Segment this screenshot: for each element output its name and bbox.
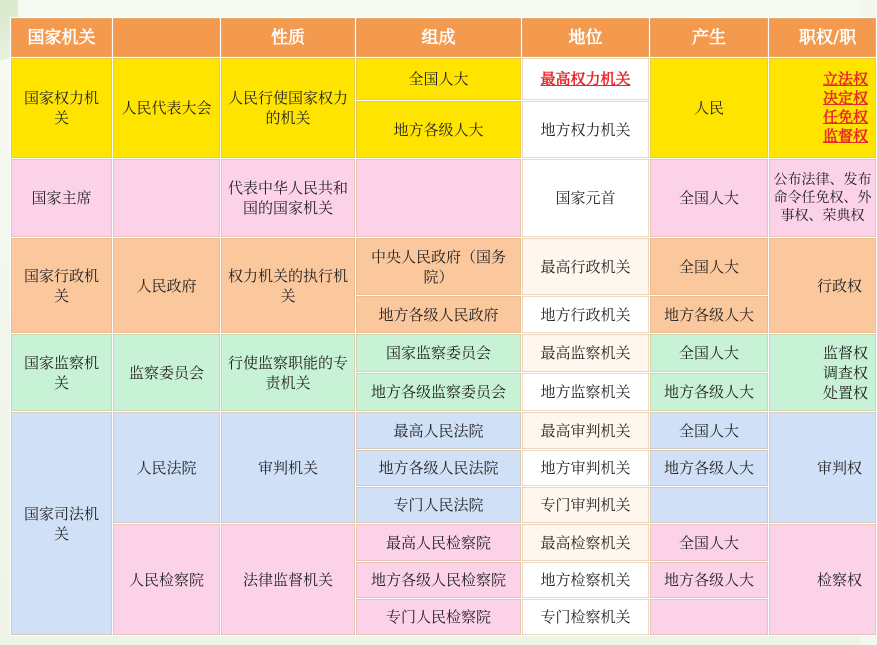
president-nature: 代表中华人民共和国的国家机关 xyxy=(221,159,356,238)
court-produced-1: 全国人大 xyxy=(650,412,769,450)
power-status-1: 最高权力机关 xyxy=(522,58,650,101)
supervision-row-1 xyxy=(11,334,877,373)
power-organ: 国家权力机关 xyxy=(11,58,113,159)
power-composition-2: 地方各级人大 xyxy=(356,101,522,159)
header-nature: 性质 xyxy=(221,18,356,58)
admin-nature: 权力机关的执行机关 xyxy=(221,238,356,334)
supervision-composition-2: 地方各级监察委员会 xyxy=(356,373,522,412)
president-powers: 公布法律、发布命令任免权、外事权、荣典权 xyxy=(769,159,877,238)
admin-organ: 国家行政机关 xyxy=(11,238,113,334)
court-status-2: 地方审判机关 xyxy=(522,450,650,487)
admin-row-1 xyxy=(11,238,877,296)
power-composition-1: 全国人大 xyxy=(356,58,522,101)
header-powers: 职权/职 xyxy=(769,18,877,58)
power-powers xyxy=(769,58,877,159)
admin-produced-1: 全国人大 xyxy=(650,238,769,296)
court-row-1 xyxy=(11,412,877,450)
supervision-power-2: 调查权 xyxy=(823,363,869,382)
president-row xyxy=(11,159,877,238)
header-organ: 国家机关 xyxy=(11,18,113,58)
power-status-2: 地方权力机关 xyxy=(522,101,650,159)
procuratorate-status-2: 地方检察机关 xyxy=(522,562,650,599)
procuratorate-nature: 法律监督机关 xyxy=(221,524,356,636)
procuratorate-composition-2: 地方各级人民检察院 xyxy=(356,562,522,599)
header-row xyxy=(11,18,877,58)
court-status-1: 最高审判机关 xyxy=(522,412,650,450)
procuratorate-name: 人民检察院 xyxy=(113,524,221,636)
admin-status-1: 最高行政机关 xyxy=(522,238,650,296)
admin-produced-2: 地方各级人大 xyxy=(650,296,769,334)
procuratorate-produced-1: 全国人大 xyxy=(650,524,769,562)
supervision-status-2: 地方监察机关 xyxy=(522,373,650,412)
supervision-organ: 国家监察机关 xyxy=(11,334,113,412)
header-blank xyxy=(113,18,221,58)
power-row-1 xyxy=(11,58,877,101)
president-name-empty xyxy=(113,159,221,238)
court-composition-3: 专门人民法院 xyxy=(356,487,522,524)
power-produced: 人民 xyxy=(650,58,769,159)
supervision-power-3: 处置权 xyxy=(823,383,869,402)
procuratorate-produced-3 xyxy=(650,599,769,636)
court-name: 人民法院 xyxy=(113,412,221,524)
procuratorate-status-1: 最高检察机关 xyxy=(522,524,650,562)
supervision-power-1: 监督权 xyxy=(823,343,869,362)
state-organs-table xyxy=(10,17,877,636)
supervision-nature: 行使监察职能的专责机关 xyxy=(221,334,356,412)
supervision-name: 监察委员会 xyxy=(113,334,221,412)
power-power-2: 决定权 xyxy=(823,89,869,107)
court-composition-1: 最高人民法院 xyxy=(356,412,522,450)
procuratorate-composition-1: 最高人民检察院 xyxy=(356,524,522,562)
court-produced-2: 地方各级人大 xyxy=(650,450,769,487)
procuratorate-status-3: 专门检察机关 xyxy=(522,599,650,636)
power-name: 人民代表大会 xyxy=(113,58,221,159)
court-produced-3 xyxy=(650,487,769,524)
president-status: 国家元首 xyxy=(522,159,650,238)
court-status-3: 专门审判机关 xyxy=(522,487,650,524)
admin-powers: 行政权 xyxy=(769,238,877,334)
procuratorate-composition-3: 专门人民检察院 xyxy=(356,599,522,636)
president-organ: 国家主席 xyxy=(11,159,113,238)
court-powers: 审判权 xyxy=(769,412,877,524)
supervision-powers xyxy=(769,334,877,412)
procuratorate-powers: 检察权 xyxy=(769,524,877,636)
supervision-status-1: 最高监察机关 xyxy=(522,334,650,373)
header-status: 地位 xyxy=(522,18,650,58)
supervision-produced-2: 地方各级人大 xyxy=(650,373,769,412)
procuratorate-produced-2: 地方各级人大 xyxy=(650,562,769,599)
president-produced: 全国人大 xyxy=(650,159,769,238)
power-power-3: 任免权 xyxy=(823,108,869,126)
procuratorate-row-1 xyxy=(11,524,877,562)
president-composition-empty xyxy=(356,159,522,238)
court-nature: 审判机关 xyxy=(221,412,356,524)
admin-status-2: 地方行政机关 xyxy=(522,296,650,334)
court-composition-2: 地方各级人民法院 xyxy=(356,450,522,487)
supervision-composition-1: 国家监察委员会 xyxy=(356,334,522,373)
admin-composition-1: 中央人民政府（国务院） xyxy=(356,238,522,296)
power-nature: 人民行使国家权力的机关 xyxy=(221,58,356,159)
admin-composition-2: 地方各级人民政府 xyxy=(356,296,522,334)
power-power-4: 监督权 xyxy=(823,127,869,145)
admin-name: 人民政府 xyxy=(113,238,221,334)
supervision-produced-1: 全国人大 xyxy=(650,334,769,373)
header-composition: 组成 xyxy=(356,18,522,58)
power-power-1: 立法权 xyxy=(823,70,869,88)
judicial-organ: 国家司法机关 xyxy=(11,412,113,636)
header-produced: 产生 xyxy=(650,18,769,58)
